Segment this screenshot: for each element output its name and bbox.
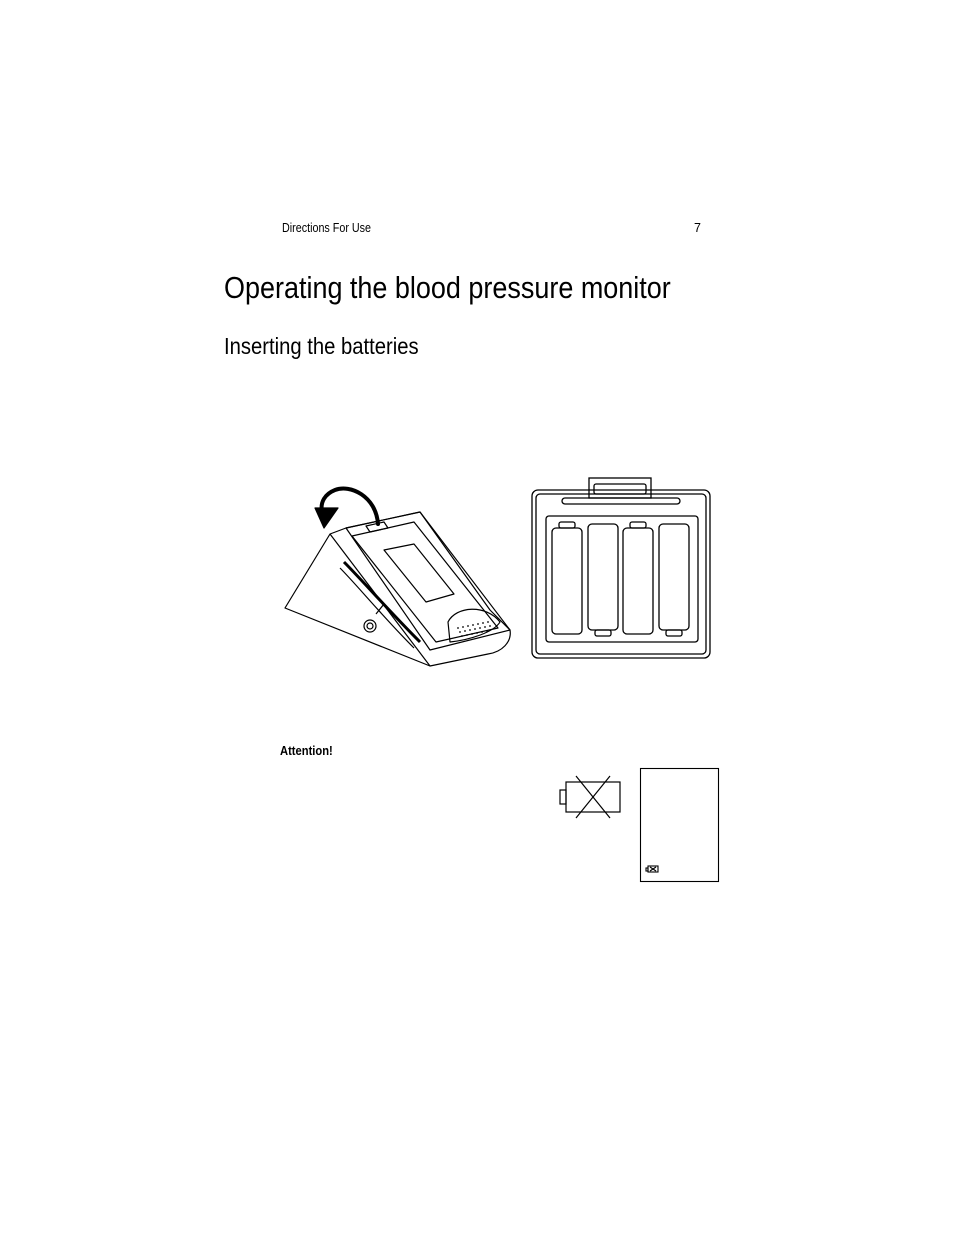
blood-pressure-monitor-icon [280, 482, 520, 672]
crossed-battery-icon [558, 776, 622, 820]
battery-compartment-icon [530, 476, 712, 660]
page-title: Operating the blood pressure monitor [224, 270, 671, 305]
section-heading: Inserting the batteries [224, 333, 419, 359]
running-title: Directions For Use [282, 221, 372, 235]
low-battery-display-icon [640, 768, 720, 883]
attention-label: Attention! [280, 743, 333, 758]
page-number: 7 [694, 221, 701, 235]
